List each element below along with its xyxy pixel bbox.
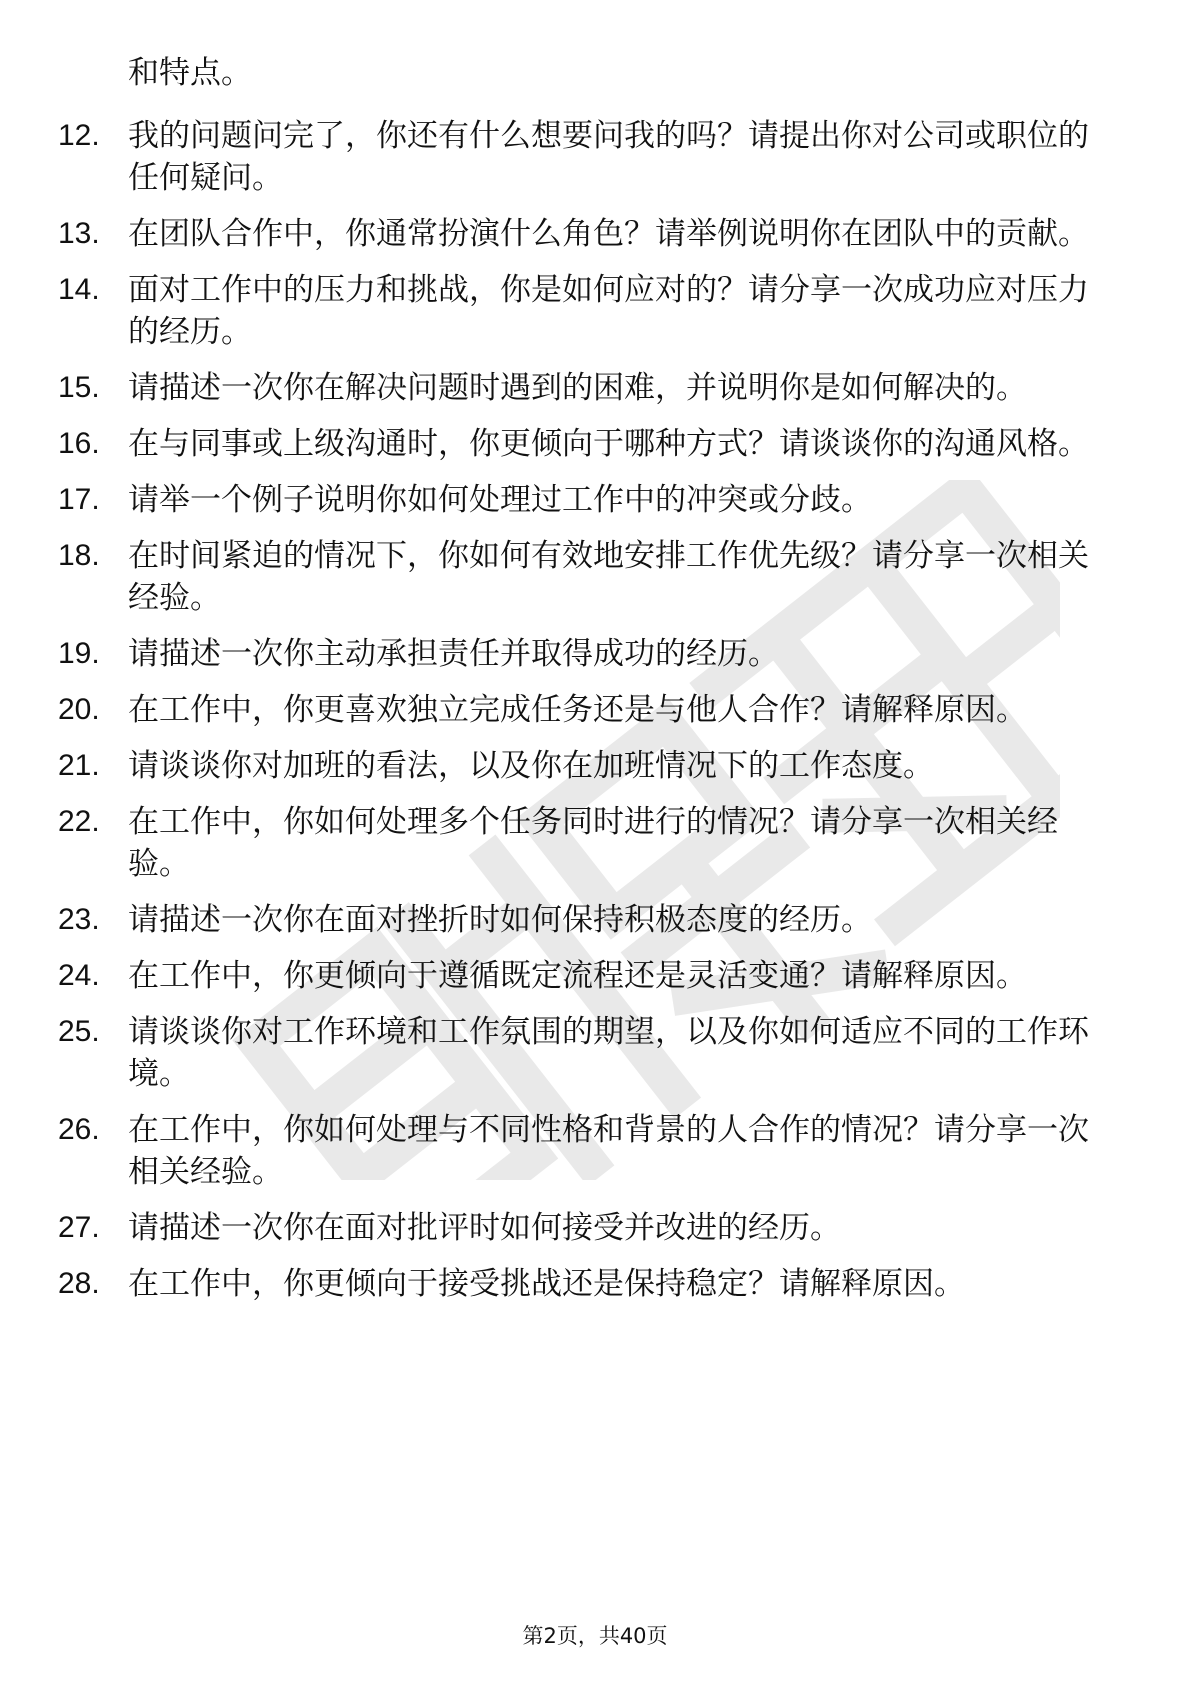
question-item: [0, 479, 1190, 521]
question-text: 在工作中，你如何处理多个任务同时进行的情况？请分享一次相关经验。: [128, 804, 1058, 882]
question-item: [0, 689, 1190, 731]
question-text: 请描述一次你在面对挫折时如何保持积极态度的经历。: [128, 902, 872, 938]
question-item: [0, 269, 1190, 353]
question-number: 13.: [58, 217, 100, 250]
question-list: [0, 115, 1190, 1319]
question-item: [0, 745, 1190, 787]
question-item: [0, 115, 1190, 199]
question-text: 在与同事或上级沟通时，你更倾向于哪种方式？请谈谈你的沟通风格。: [128, 426, 1089, 462]
question-text: 请谈谈你对工作环境和工作氛围的期望，以及你如何适应不同的工作环境。: [128, 1014, 1089, 1092]
page-number-footer: 第2页，共40页: [522, 1624, 668, 1648]
question-item: [0, 535, 1190, 619]
question-number: 23.: [58, 903, 100, 936]
question-item: [0, 633, 1190, 675]
question-number: 15.: [58, 371, 100, 404]
question-item: [0, 1263, 1190, 1305]
question-text: 请描述一次你在解决问题时遇到的困难，并说明你是如何解决的。: [128, 370, 1027, 406]
question-number: 28.: [58, 1267, 100, 1300]
question-number: 21.: [58, 749, 100, 782]
question-text: 在工作中，你更倾向于遵循既定流程还是灵活变通？请解释原因。: [128, 958, 1027, 994]
question-number: 20.: [58, 693, 100, 726]
continued-question-text: 和特点。: [128, 55, 252, 91]
question-number: 12.: [58, 119, 100, 152]
question-item: [0, 801, 1190, 885]
question-number: 16.: [58, 427, 100, 460]
question-text: 在工作中，你如何处理与不同性格和背景的人合作的情况？请分享一次相关经验。: [128, 1112, 1089, 1190]
question-number: 22.: [58, 805, 100, 838]
question-number: 18.: [58, 539, 100, 572]
question-text: 我的问题问完了，你还有什么想要问我的吗？请提出你对公司或职位的任何疑问。: [128, 118, 1089, 196]
question-number: 24.: [58, 959, 100, 992]
question-item: [0, 213, 1190, 255]
question-text: 在工作中，你更倾向于接受挑战还是保持稳定？请解释原因。: [128, 1266, 965, 1302]
question-item: [0, 1207, 1190, 1249]
question-text: 请描述一次你主动承担责任并取得成功的经历。: [128, 636, 779, 672]
question-number: 17.: [58, 483, 100, 516]
question-item: [0, 423, 1190, 465]
question-number: 25.: [58, 1015, 100, 1048]
question-text: 在团队合作中，你通常扮演什么角色？请举例说明你在团队中的贡献。: [128, 216, 1089, 252]
question-number: 26.: [58, 1113, 100, 1146]
question-number: 14.: [58, 273, 100, 306]
question-number: 27.: [58, 1211, 100, 1244]
question-text: 面对工作中的压力和挑战，你是如何应对的？请分享一次成功应对压力的经历。: [128, 272, 1089, 350]
question-text: 请谈谈你对加班的看法，以及你在加班情况下的工作态度。: [128, 748, 934, 784]
question-item: [0, 1109, 1190, 1193]
question-text: 请描述一次你在面对批评时如何接受并改进的经历。: [128, 1210, 841, 1246]
question-item: [0, 899, 1190, 941]
question-number: 19.: [58, 637, 100, 670]
question-text: 在时间紧迫的情况下，你如何有效地安排工作优先级？请分享一次相关经验。: [128, 538, 1089, 616]
question-text: 在工作中，你更喜欢独立完成任务还是与他人合作？请解释原因。: [128, 692, 1027, 728]
question-item: [0, 1011, 1190, 1095]
question-item: [0, 955, 1190, 997]
question-text: 请举一个例子说明你如何处理过工作中的冲突或分歧。: [128, 482, 872, 518]
question-item: [0, 367, 1190, 409]
